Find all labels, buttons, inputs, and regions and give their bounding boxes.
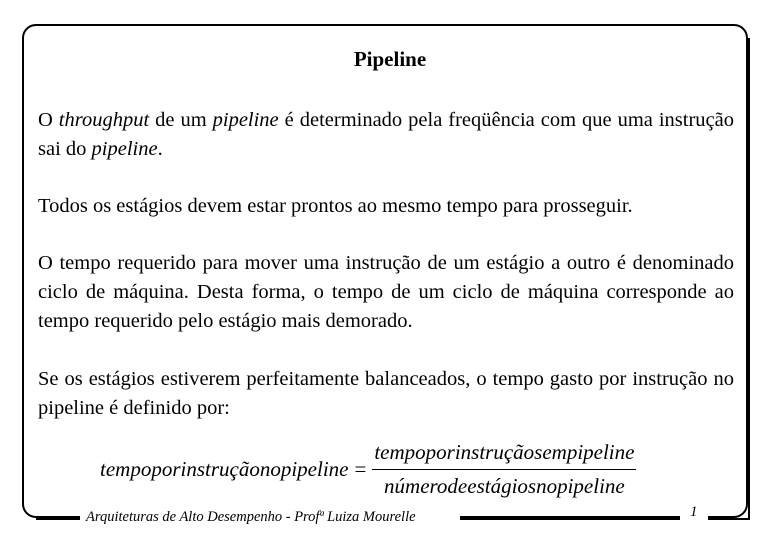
p1-text-3: é determinado pela freqüência com que uma instrução sai do (38, 109, 735, 160)
slide-title: Pipeline (353, 47, 427, 71)
formula (100, 440, 636, 499)
p1-text-4: . (157, 138, 163, 160)
p1-text-1: O (38, 109, 59, 131)
p1-text-2: de um (149, 109, 213, 131)
paragraph-balanced: Se os estágios estiverem perfeitamente balanceados, o tempo gasto por instrução no pipeline é definido por: (38, 368, 734, 419)
formula-numerator: tempoporinstruçãosempipeline (374, 440, 635, 464)
paragraph-throughput (38, 106, 734, 164)
p1-em-pipeline-2: pipeline (91, 138, 158, 160)
p1-em-pipeline: pipeline (212, 109, 279, 131)
p1-em-throughput: throughput (58, 109, 150, 131)
formula-lhs: tempoporinstruçãonopipeline (100, 457, 349, 481)
formula-fraction (372, 440, 636, 499)
frame-shadow-right (748, 38, 750, 520)
formula-equals: = (354, 457, 367, 481)
paragraph-machine-cycle: O tempo requerido para mover uma instrução de um estágio a outro é denominado ciclo de máquina. Desta forma, o tempo de um ciclo de máquina corresponde ao tempo requerido pelo estágio mais demorado. (38, 252, 734, 332)
page-number: 1 (690, 504, 698, 520)
paragraph-stages: Todos os estágios devem estar prontos ao mesmo tempo para prosseguir. (38, 195, 633, 217)
footer-text: Arquiteturas de Alto Desempenho - Profª Luiza Mourelle (86, 509, 416, 525)
formula-denominator: númerodeestágiosnopipeline (384, 474, 625, 498)
